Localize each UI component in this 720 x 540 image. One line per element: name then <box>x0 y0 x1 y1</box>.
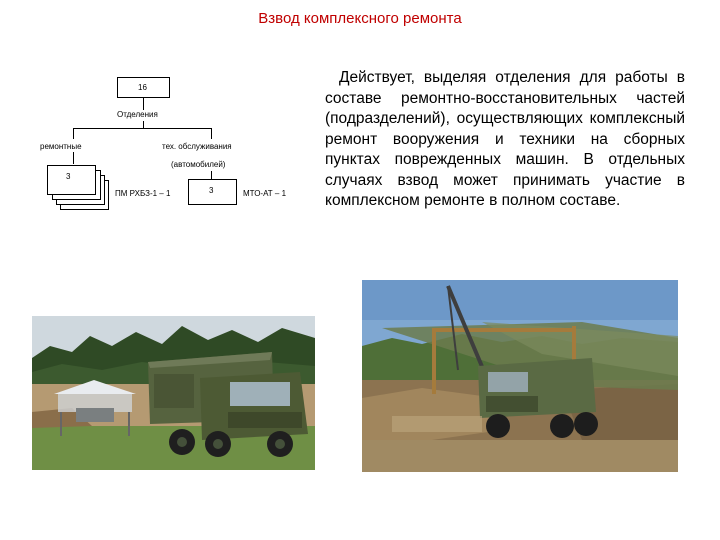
left-count: 3 <box>66 172 71 181</box>
connector <box>143 98 144 110</box>
connector <box>211 171 212 179</box>
slide-title: Взвод комплексного ремонта <box>258 10 462 27</box>
branch-label: Отделения <box>117 110 158 119</box>
right-branch-label: тех. обслуживания <box>162 142 232 151</box>
truck-photo <box>32 316 315 470</box>
left-count-box <box>47 165 96 195</box>
connector <box>143 121 144 128</box>
left-note: ПМ РХБЗ-1 – 1 <box>115 189 171 198</box>
connector <box>73 152 74 164</box>
right-branch-sublabel: (автомобилей) <box>171 160 226 169</box>
connector <box>73 128 212 129</box>
right-count: 3 <box>209 186 214 195</box>
left-branch-label: ремонтные <box>40 142 82 151</box>
top-count: 16 <box>138 83 147 92</box>
connector <box>73 128 74 139</box>
right-note: МТО-АТ – 1 <box>243 189 287 198</box>
crane-truck-photo <box>362 280 678 472</box>
connector <box>211 128 212 139</box>
description-paragraph: Действует, выделяя отделения для работы в составе ремонтно-восстановительных частей (подразделений), осуществляющих комплексный ремонт вооружения и техники на сборных пунктах поврежденных машин. В отдельных случаях взвод может принимать участие в комплексном ремонте в полном составе. <box>325 69 685 209</box>
